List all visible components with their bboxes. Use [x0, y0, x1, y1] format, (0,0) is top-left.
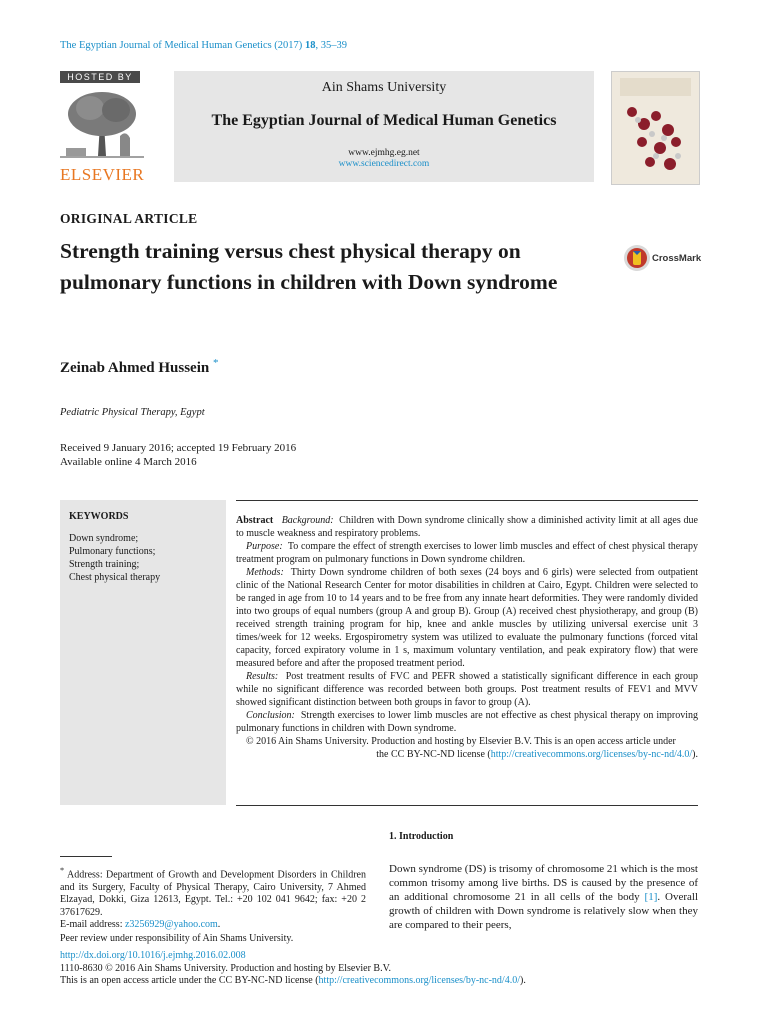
citation-volume: 18 — [304, 40, 316, 51]
email-link[interactable]: z3256929@yahoo.com — [124, 919, 218, 931]
email-suffix: . — [217, 919, 221, 931]
author-affiliation: Pediatric Physical Therapy, Egypt — [60, 407, 205, 418]
abstract-copyright: © 2016 Ain Shams University. Production and hosting by Elsevier B.V. This is an open access article under — [246, 736, 676, 747]
oa-prefix: This is an open access article under the CC BY-NC-ND license ( — [60, 975, 319, 986]
abstract-purpose — [236, 540, 698, 566]
license-link[interactable]: http://creativecommons.org/licenses/by-nc-nd/4.0/ — [490, 749, 693, 760]
footnote-mark: * — [60, 866, 65, 875]
sciencedirect-link[interactable]: www.sciencedirect.com — [338, 159, 430, 169]
license-prefix: the CC BY-NC-ND license ( — [376, 749, 491, 760]
abstract-top-rule — [236, 500, 698, 501]
methods-label: Methods: — [246, 567, 284, 578]
keyword-item: Down syndrome; — [69, 533, 139, 544]
open-access-line — [60, 975, 526, 988]
author-name — [60, 357, 218, 377]
abstract-license — [236, 748, 698, 761]
reference-link[interactable]: [1] — [644, 891, 658, 903]
footnote-address — [60, 865, 366, 919]
section-heading-introduction: 1. Introduction — [389, 831, 454, 842]
author-footnote — [60, 865, 366, 932]
citation-pages: , 35–39 — [315, 40, 347, 51]
journal-url[interactable]: www.ejmhg.eg.net — [348, 148, 420, 158]
issn-line: 1110-8630 © 2016 Ain Shams University. Production and hosting by Elsevier B.V. — [60, 962, 392, 974]
keyword-item: Pulmonary functions; — [69, 546, 156, 557]
introduction-paragraph — [389, 862, 698, 932]
doi-link[interactable]: http://dx.doi.org/10.1016/j.ejmhg.2016.02.008 — [60, 950, 246, 961]
hosted-by-label: HOSTED BY — [60, 71, 140, 83]
purpose-label: Purpose: — [246, 541, 283, 552]
university-name: Ain Shams University — [321, 80, 447, 95]
author-name-text: Zeinab Ahmed Hussein — [60, 360, 210, 376]
email-label: E-mail address: — [60, 919, 125, 931]
elsevier-tree-logo — [60, 86, 144, 160]
abstract-conclusion — [236, 709, 698, 735]
article-dates — [60, 441, 296, 469]
footnote-email — [60, 919, 366, 932]
conclusion-text: Strength exercises to lower limb muscles are not effective as chest physical therapy on improving pulmonary functions in children with Down syndrome. — [236, 710, 698, 734]
intro-text-a: Down syndrome (DS) is trisomy of chromosome 21 which is the most common trisomy among live births. DS is caused by the presence of an additional chromosome 21 in all cells of the body — [389, 863, 698, 903]
keywords-heading: KEYWORDS — [69, 511, 129, 522]
received-date: Received 9 January 2016; accepted 19 February 2016 — [60, 442, 297, 454]
abstract-background — [236, 514, 698, 540]
keywords-list — [69, 532, 160, 584]
intro-text-b: . Overall growth of children with Down syndrome is relatively slow when they are compared to their peers, — [389, 891, 698, 931]
purpose-text: To compare the effect of strength exercises to lower limb muscles and effect of chest physical therapy treatment program on pulmonary functions in Down syndrome children. — [236, 541, 698, 565]
oa-license-link[interactable]: http://creativecommons.org/licenses/by-nc-nd/4.0/ — [318, 975, 520, 986]
keyword-item: Strength training; — [69, 559, 140, 570]
journal-name: The Egyptian Journal of Medical Human Genetics — [211, 112, 557, 129]
article-title: Strength training versus chest physical therapy on pulmonary functions in children with Down syndrome — [60, 239, 558, 294]
abstract-block — [236, 514, 698, 761]
elsevier-wordmark: ELSEVIER — [60, 165, 145, 184]
peer-review-note: Peer review under responsibility of Ain Shams University. — [60, 933, 294, 944]
crossmark-label[interactable]: CrossMark — [652, 253, 702, 264]
license-suffix: ). — [692, 749, 698, 760]
journal-cover-image — [611, 71, 700, 185]
publication-footer — [60, 950, 526, 988]
oa-suffix: ). — [519, 975, 526, 986]
results-label: Results: — [246, 671, 279, 682]
abstract-bottom-rule — [236, 805, 698, 806]
keyword-item: Chest physical therapy — [69, 572, 161, 583]
available-date: Available online 4 March 2016 — [60, 456, 197, 468]
abstract-label: Abstract — [236, 515, 274, 526]
footnote-rule — [60, 856, 112, 857]
journal-citation[interactable] — [60, 40, 347, 51]
background-label: Background: — [281, 515, 334, 526]
citation-prefix: The Egyptian Journal of Medical Human Genetics (2017) — [60, 40, 303, 51]
abstract-methods — [236, 566, 698, 670]
background-text: Children with Down syndrome clinically show a diminished activity limit at all ages due to muscle weakness and respiratory problems. — [236, 515, 698, 539]
abstract-results — [236, 670, 698, 709]
footnote-address-text: Address: Department of Growth and Development Disorders in Children and its Surgery, Faculty of Physical Therapy, Cairo University, 7 Ahmed Elzayad, Dokki, Giza 12613, Egypt. Tel.: +20 102 041 9642; fax: +20 2 37617629. — [60, 869, 366, 918]
methods-text: Thirty Down syndrome children of both sexes (24 boys and 6 girls) were selected from outpatient clinic of the National Research Center for motor disabilities in children at Cairo, Egypt. Children were selected to be ranged in age from 10 to 14 years and to be free from any innate heart deformities. They were randomly divided into two groups of equal numbers (group A and group B). Group (A) received chest physiotherapy, and group (B) received strength training program for hip, knee and ankle muscles by utilizing universal exercise unit 3 times/week for 12 weeks. Ergospirometry system was utilized to evaluate the pulmonary functions (forced vital capacity, forced expiratory volume in 1 s, maximum voluntary ventilation, and peak expiratory flow) that were measured before and after the proposed treatment period. — [236, 567, 698, 669]
results-text: Post treatment results of FVC and PEFR showed a statistically significant difference in each group while no significant difference was recorded between both groups. Post treatment results of FEV1 and MVV showed significant distinction between both groups in favor to group (A). — [236, 671, 698, 708]
conclusion-label: Conclusion: — [246, 710, 295, 721]
author-footnote-mark[interactable]: * — [212, 357, 219, 369]
article-type: ORIGINAL ARTICLE — [60, 211, 198, 226]
